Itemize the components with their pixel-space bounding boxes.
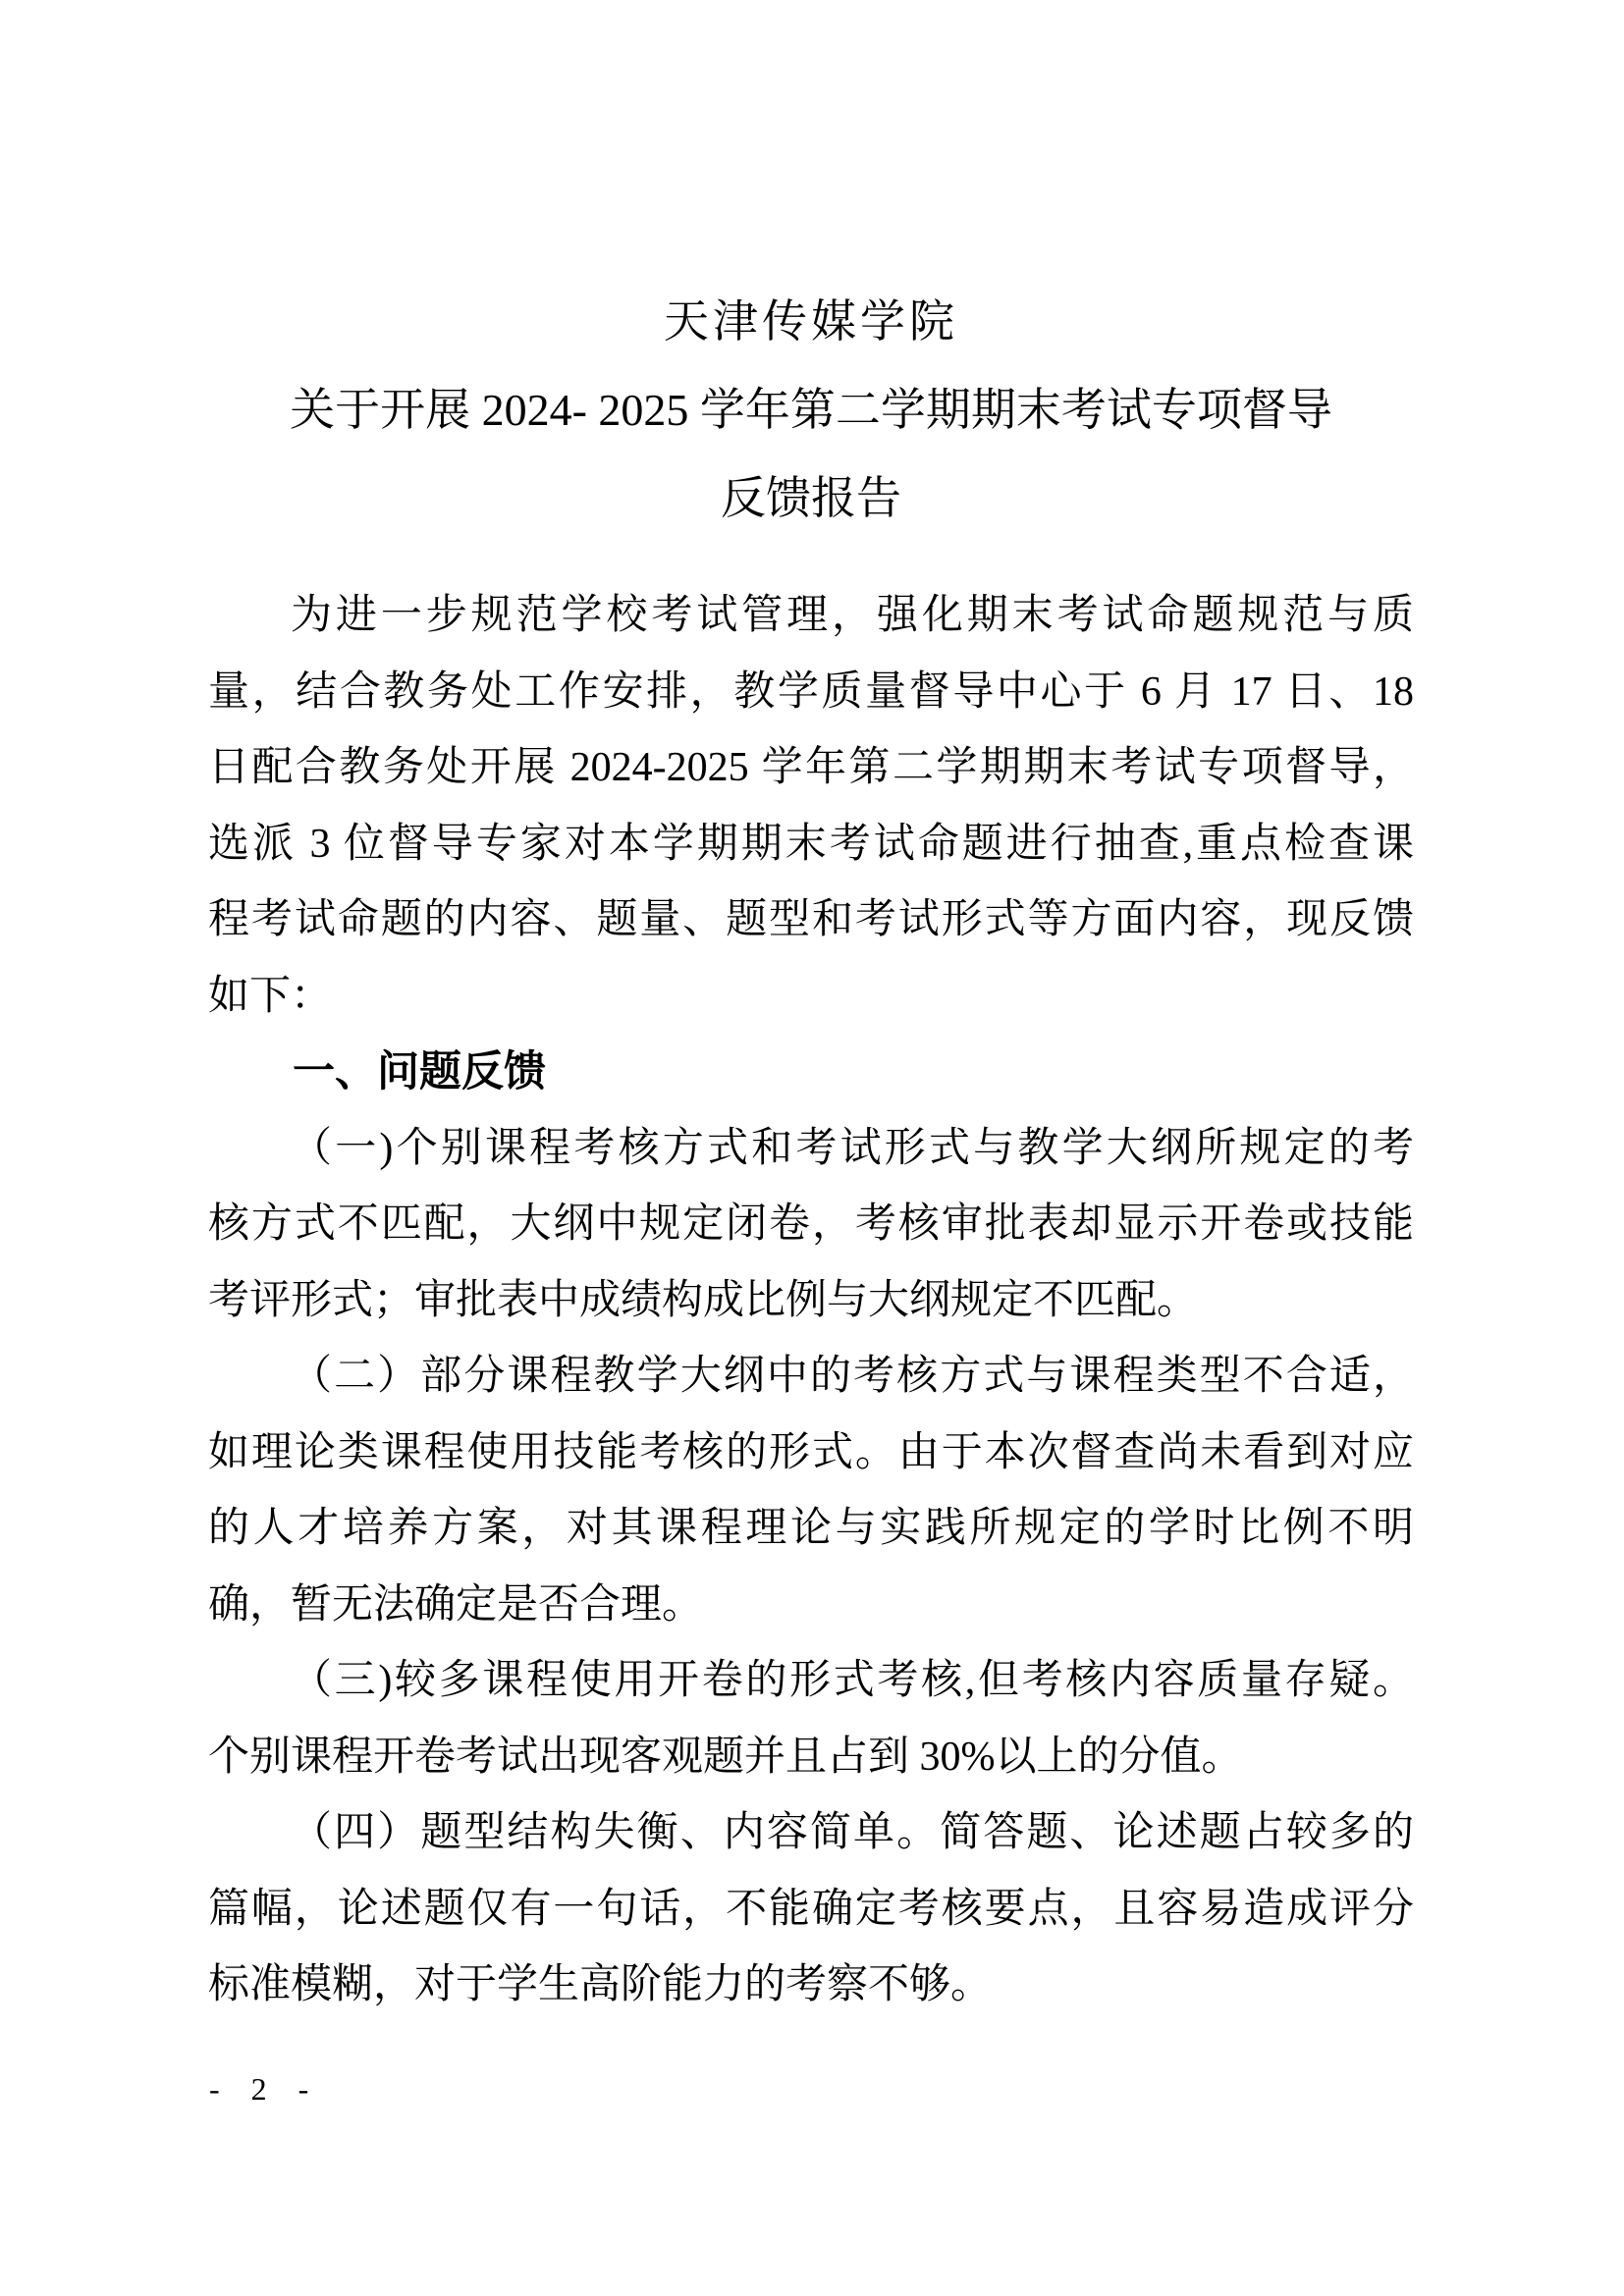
text-line: （二）部分课程教学大纲中的考核方式与课程类型不合适， <box>291 1354 1414 1399</box>
section-heading-problem-feedback: 一、问题反馈 <box>293 1048 546 1095</box>
text-line: 个别课程开卷考试出现客观题并且占到 30%以上的分值。 <box>208 1734 1243 1780</box>
paragraph-2 <box>208 1111 1414 1340</box>
text-line: 为进一步规范学校考试管理，强化期末考试命题规范与质 <box>291 593 1414 638</box>
text-line: 量，结合教务处工作安排，教学质量督导中心于 6 月 17 日、18 <box>208 668 1414 715</box>
document-title <box>208 278 1414 543</box>
page-number: - 2 - <box>209 2071 321 2107</box>
text-line: 日配合教务处开展 2024-2025 学年第二学期期末考试专项督导， <box>208 745 1414 790</box>
text-line: 考评形式；审批表中成绩构成比例与大纲规定不匹配。 <box>208 1277 1199 1323</box>
text-line: 确，暂无法确定是否合理。 <box>208 1581 704 1628</box>
paragraph-5 <box>208 1795 1414 2024</box>
title-line-1: 天津传媒学院 <box>664 296 958 347</box>
text-line: 选派 3 位督导专家对本学期期末考试命题进行抽查,重点检查课 <box>208 821 1414 867</box>
document-body <box>208 578 1414 2024</box>
text-line: （三)较多课程使用开卷的形式考核,但考核内容质量存疑。 <box>291 1658 1414 1703</box>
paragraph-1 <box>208 578 1414 1035</box>
text-line: （四）题型结构失衡、内容简单。简答题、论述题占较多的 <box>291 1810 1414 1855</box>
text-line: 标准模糊，对于学生高阶能力的考察不够。 <box>208 1962 993 2007</box>
paragraph-3 <box>208 1339 1414 1643</box>
text-line: 如理论类课程使用技能考核的形式。由于本次督查尚未看到对应 <box>208 1429 1414 1475</box>
title-line-3: 反馈报告 <box>721 473 901 523</box>
text-line: （一)个别课程考核方式和考试形式与教学大纲所规定的考 <box>291 1125 1414 1171</box>
text-line: 的人才培养方案，对其课程理论与实践所规定的学时比例不明 <box>208 1506 1414 1551</box>
text-line: 核方式不匹配，大纲中规定闭卷，考核审批表却显示开卷或技能 <box>208 1201 1414 1247</box>
text-line: 程考试命题的内容、题量、题型和考试形式等方面内容，现反馈 <box>208 897 1414 942</box>
paragraph-4 <box>208 1643 1414 1795</box>
title-line-2: 关于开展 2024- 2025 学年第二学期期末考试专项督导 <box>290 385 1332 435</box>
text-line: 篇幅，论述题仅有一句话，不能确定考核要点，且容易造成评分 <box>208 1886 1414 1932</box>
text-line: 如下： <box>208 973 333 1019</box>
